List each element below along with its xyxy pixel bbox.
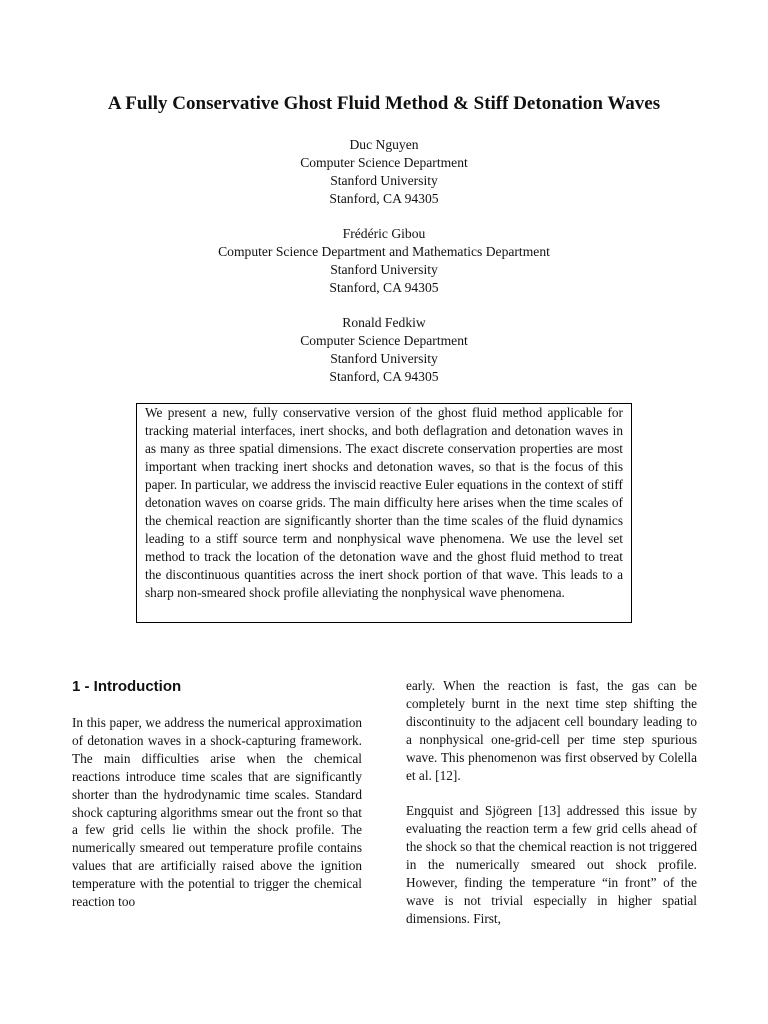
section-heading-introduction: 1 - Introduction [72, 678, 182, 695]
abstract-box [136, 403, 632, 623]
author-department: Computer Science Department [300, 155, 468, 170]
author-block-1 [0, 136, 768, 208]
body-paragraph: early. When the reaction is fast, the gas can be completely burnt in the next time step shifting the discontinuity to the adjacent cell boundary leading to a nonphysical one-grid-cell per time step spurious wave. This phenomenon was first observed by Colella et al. [12]. [406, 678, 697, 783]
body-paragraph: Engquist and Sjögreen [13] addressed this issue by evaluating the reaction term a few grid cells ahead of the shock so that the chemical reaction is not triggered in the numerically smeared out shock profile. However, finding the temperature “in front” of the wave is not trivial especially in higher spatial dimensions. First, [406, 803, 697, 926]
author-name: Ronald Fedkiw [342, 315, 426, 330]
paper-title: A Fully Conservative Ghost Fluid Method & Stiff Detonation Waves [107, 93, 661, 114]
author-name: Duc Nguyen [349, 137, 419, 152]
author-location: Stanford, CA 94305 [329, 191, 439, 206]
left-column [72, 714, 362, 911]
introduction-paragraph: In this paper, we address the numerical approximation of detonation waves in a shock-capturing framework. The main difficulties arise when the chemical reactions introduce time scales that are significantly shorter than the hydrodynamic time scales. Standard shock capturing algorithms smear out the front so that a few grid cells lie within the shock profile. The numerically smeared out temperature profile contains values that are artificially raised above the ignition temperature with the potential to trigger the chemical reaction too [72, 715, 362, 910]
author-university: Stanford University [330, 173, 438, 188]
author-university: Stanford University [330, 351, 438, 366]
author-department: Computer Science Department and Mathematics Department [218, 244, 550, 259]
author-name: Frédéric Gibou [342, 226, 426, 241]
author-university: Stanford University [330, 262, 438, 277]
author-block-2 [0, 225, 768, 297]
author-location: Stanford, CA 94305 [329, 369, 439, 384]
abstract-text: We present a new, fully conservative version of the ghost fluid method applicable for tracking material interfaces, inert shocks, and both deflagration and detonation waves in as many as three spatial dimensions. The exact discrete conservation properties are most important when tracking inert shocks and detonation waves, so that is the focus of this paper. In particular, we address the inviscid reactive Euler equations in the context of stiff detonation waves on coarse grids. The main difficulty here arises when the time scales of the chemical reaction are significantly shorter than the time scales of the fluid dynamics leading to a stiff source term and nonphysical wave phenomena. We use the level set method to track the location of the detonation wave and the ghost fluid method to treat the discontinuous quantities across the inert shock portion of that wave. This leads to a sharp non-smeared shock profile alleviating the nonphysical wave phenomena. [145, 405, 623, 600]
author-block-3 [0, 314, 768, 386]
author-location: Stanford, CA 94305 [329, 280, 439, 295]
author-department: Computer Science Department [300, 333, 468, 348]
right-column [406, 677, 697, 928]
